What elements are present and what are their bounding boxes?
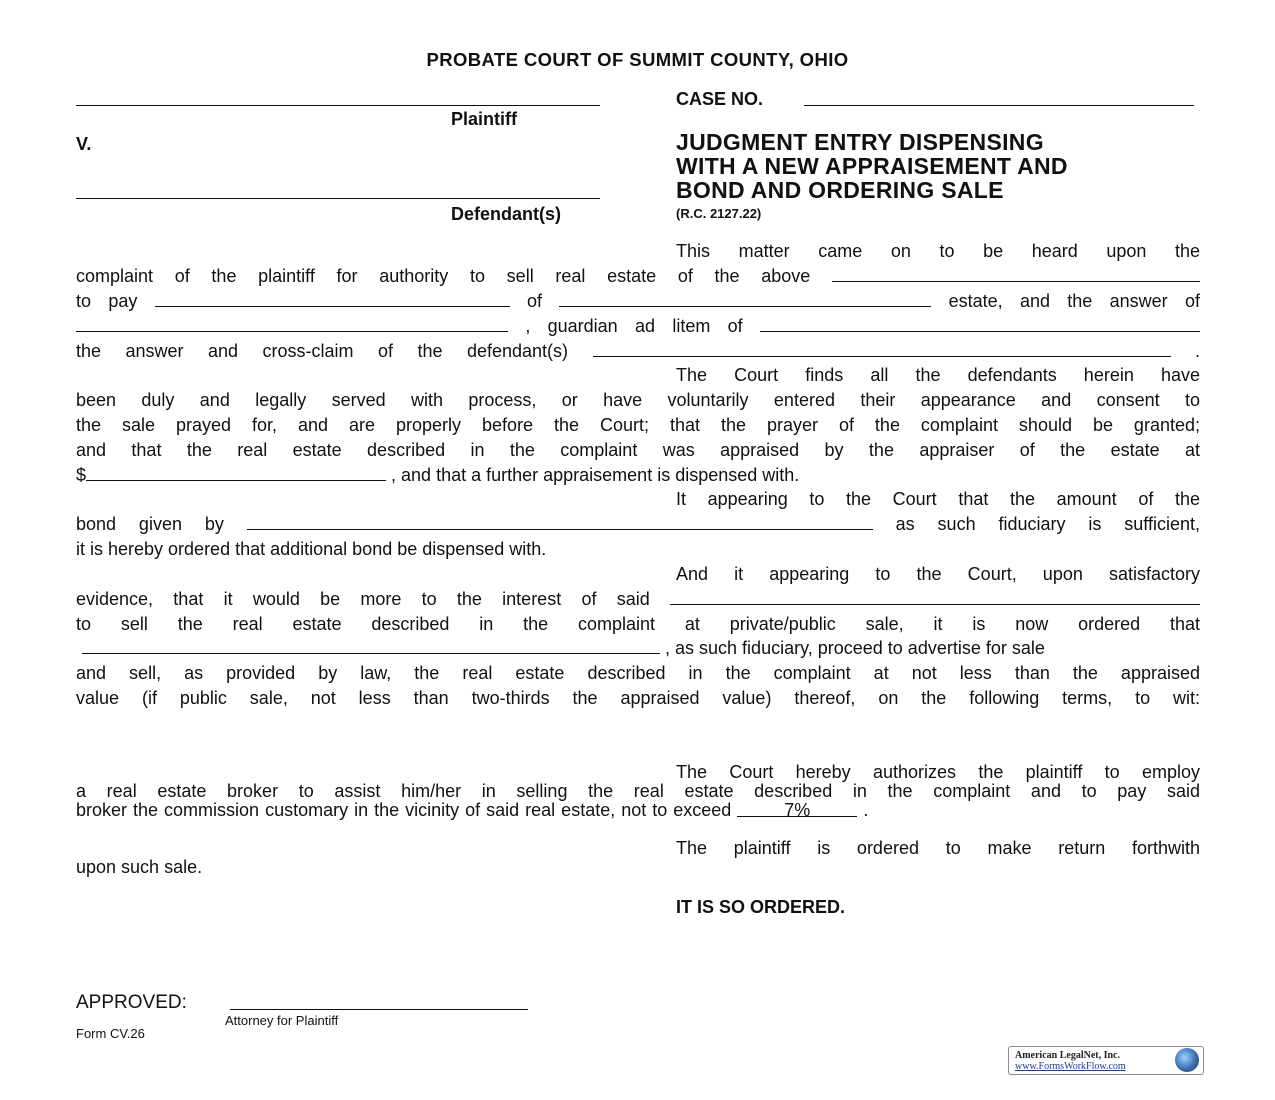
body-line: complaint of the plaintiff for authority to sell real estate of the above [76,265,1200,287]
versus-label: V. [76,134,92,154]
interest-of-field[interactable] [670,588,1200,605]
body-line: the answer and cross-claim of the defendant(s) . [76,341,1200,361]
so-ordered: IT IS SO ORDERED. [676,897,846,917]
body-line: $ , and that a further appraisement is dispensed with. [76,465,800,485]
fiduciary-name-field[interactable] [82,637,660,654]
body-line: upon such sale. [76,857,203,877]
form-title-line-2: WITH A NEW APPRAISEMENT AND [676,153,1068,179]
attorney-signature-line[interactable] [230,1009,528,1010]
body-line: And it appearing to the Court, upon satisfactory [676,564,1200,584]
case-no-label: CASE NO. [676,89,764,109]
ward-name-field[interactable] [760,315,1200,332]
body-line: This matter came on to be heard upon the [676,241,1200,261]
body-line: been duly and legally served with process, or have voluntarily entered their appearance and consent to [76,390,1200,410]
statute-reference: (R.C. 2127.22) [676,206,762,221]
american-legalnet-logo[interactable] [1008,1046,1204,1075]
appraised-value-field[interactable] [86,464,386,481]
globe-icon [1175,1048,1199,1072]
logo-company-name: American LegalNet, Inc. [1015,1050,1120,1061]
approved-label: APPROVED: [76,992,187,1013]
body-line: the sale prayed for, and are properly before the Court; that the prayer of the complaint should be granted; [76,415,1200,435]
body-line: a real estate broker to assist him/her in selling the real estate described in the complaint and to pay said [76,781,1200,801]
estate-of-field[interactable] [832,265,1200,282]
body-line: value (if public sale, not less than two-thirds the appraised value) thereof, on the following terms, to wit: [76,688,1200,708]
body-line: evidence, that it would be more to the interest of said [76,588,1200,610]
body-line: and that the real estate described in the complaint was appraised by the appraiser of the estate at [76,440,1200,460]
body-line: The plaintiff is ordered to make return forthwith [676,838,1200,858]
commission-value: 7% [784,800,811,820]
case-no-field[interactable] [804,105,1194,106]
form-number: Form CV.26 [76,1026,145,1041]
court-heading: PROBATE COURT OF SUMMIT COUNTY, OHIO [426,49,849,70]
pay-amount-field[interactable] [155,290,510,307]
body-line: broker the commission customary in the vicinity of said real estate, not to exceed 7% . [76,800,869,820]
body-line: to pay of estate, and the answer of [76,291,1200,311]
guardian-name-field[interactable] [76,315,508,332]
body-line: and sell, as provided by law, the real estate described in the complaint at not less than the appraised [76,663,1200,683]
attorney-label: Attorney for Plaintiff [225,1013,339,1028]
bond-given-by-field[interactable] [247,513,873,530]
form-title-line-3: BOND AND ORDERING SALE [676,177,1004,203]
commission-field[interactable] [737,800,857,820]
form-title-line-1: JUDGMENT ENTRY DISPENSING [676,129,1044,155]
defendant-label: Defendant(s) [451,204,562,224]
body-line: The Court hereby authorizes the plaintiff to employ [676,762,1200,782]
body-line: , guardian ad litem of [76,315,1200,337]
body-line: bond given by as such fiduciary is sufficient, [76,514,1200,534]
body-line: The Court finds all the defendants herein have [676,365,1200,385]
defendants-field[interactable] [593,340,1171,357]
logo-url-link[interactable]: www.FormsWorkFlow.com [1015,1061,1126,1072]
estate-name-field[interactable] [559,290,931,307]
body-line: to sell the real estate described in the complaint at private/public sale, it is now ordered that [76,614,1200,634]
body-line: , as such fiduciary, proceed to advertise for sale [82,637,1045,659]
body-line: it is hereby ordered that additional bond be dispensed with. [76,539,547,559]
plaintiff-name-line[interactable] [76,105,600,106]
defendant-name-line[interactable] [76,198,600,199]
plaintiff-label: Plaintiff [451,109,517,129]
body-line: It appearing to the Court that the amount of the [676,489,1200,509]
